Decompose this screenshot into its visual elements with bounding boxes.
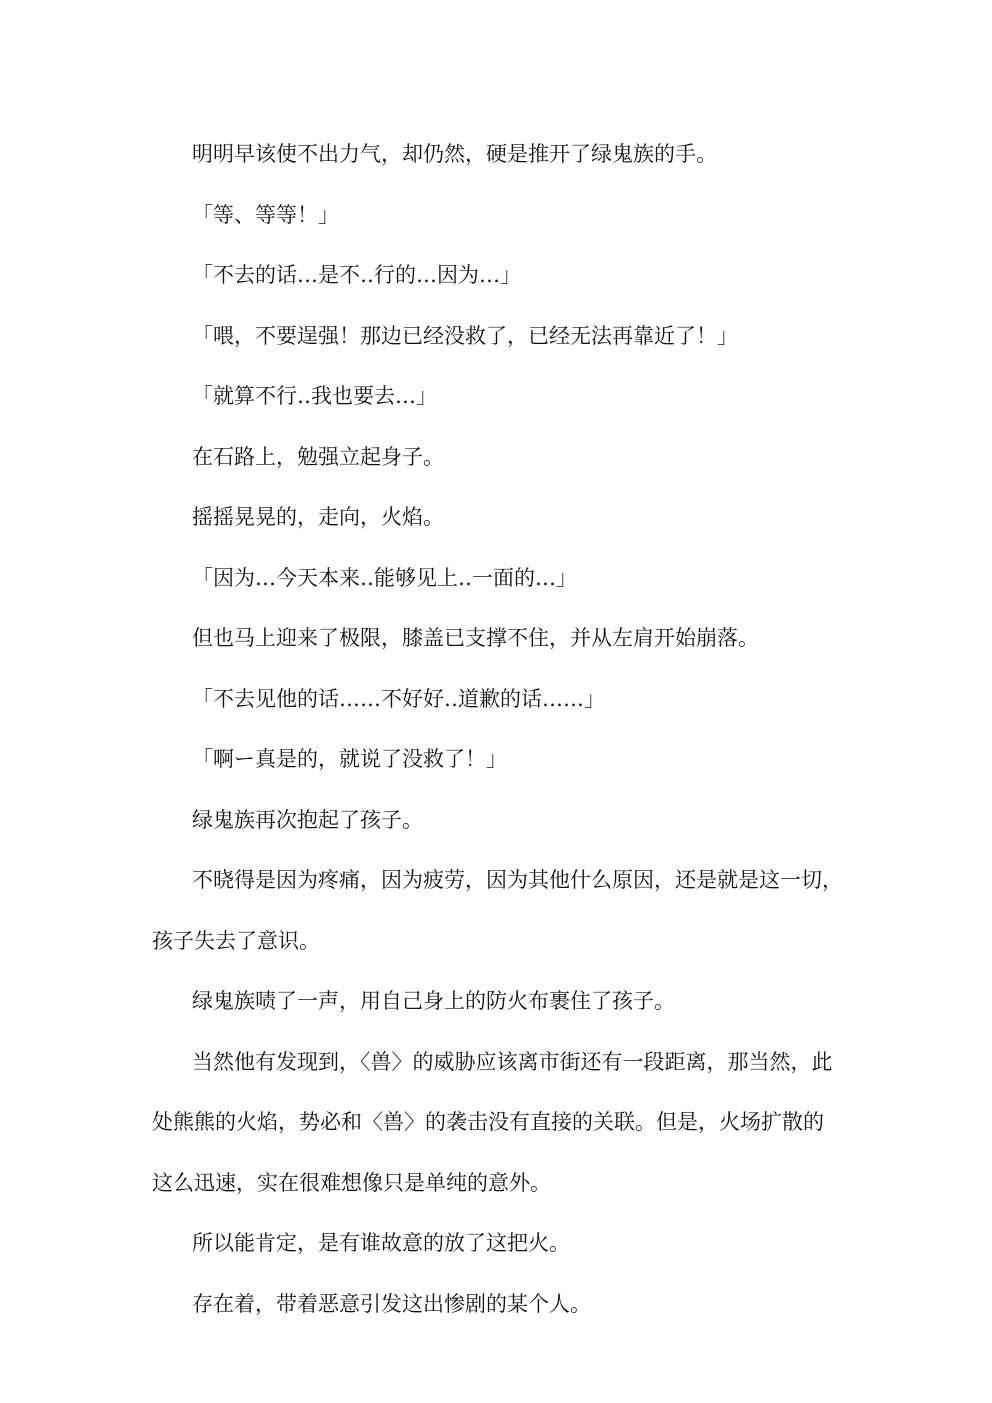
paragraph: 「因为…今天本来‥能够见上‥一面的…」	[192, 565, 578, 590]
paragraph: 「就算不行‥我也要去…」	[192, 384, 438, 408]
paragraph: 「不去见他的话……不好好‥道歉的话……」	[192, 686, 606, 711]
paragraph: 当然他有发现到，〈兽〉的威胁应该离市街还有一段距离，那当然，此处熊熊的火焰，势必和〈兽〉的袭击没有直接的关联。但是，火场扩散的这么迅速，实在很难想像只是单纯的意外。	[152, 1049, 833, 1195]
paragraph: 在石路上，勉强立起身子。	[192, 444, 444, 469]
paragraph: 不晓得是因为疼痛，因为疲劳，因为其他什么原因，还是就是这一切，孩子失去了意识。	[152, 868, 843, 953]
paragraph: 摇摇晃晃的，走向，火焰。	[192, 505, 444, 529]
paragraph: 「喂，不要逞强！那边已经没救了，已经无法再靠近了！」	[192, 323, 738, 348]
paragraph: 但也马上迎来了极限，膝盖已支撑不住，并从左肩开始崩落。	[192, 626, 759, 650]
document-page	[152, 124, 844, 1334]
paragraph: 「啊ー真是的，就说了没救了！」	[192, 747, 507, 771]
paragraph: 绿鬼族啧了一声，用自己身上的防火布裹住了孩子。	[192, 989, 675, 1013]
paragraph: 「等、等等！」	[192, 202, 339, 227]
paragraph: 明明早该使不出力气，却仍然，硬是推开了绿鬼族的手。	[192, 142, 717, 166]
paragraph: 所以能肯定，是有谁故意的放了这把火。	[192, 1231, 570, 1255]
paragraph: 存在着，带着恶意引发这出惨剧的某个人。	[192, 1291, 591, 1316]
paragraph: 「不去的话…是不‥行的…因为…」	[192, 263, 522, 287]
paragraph: 绿鬼族再次抱起了孩子。	[192, 807, 423, 832]
